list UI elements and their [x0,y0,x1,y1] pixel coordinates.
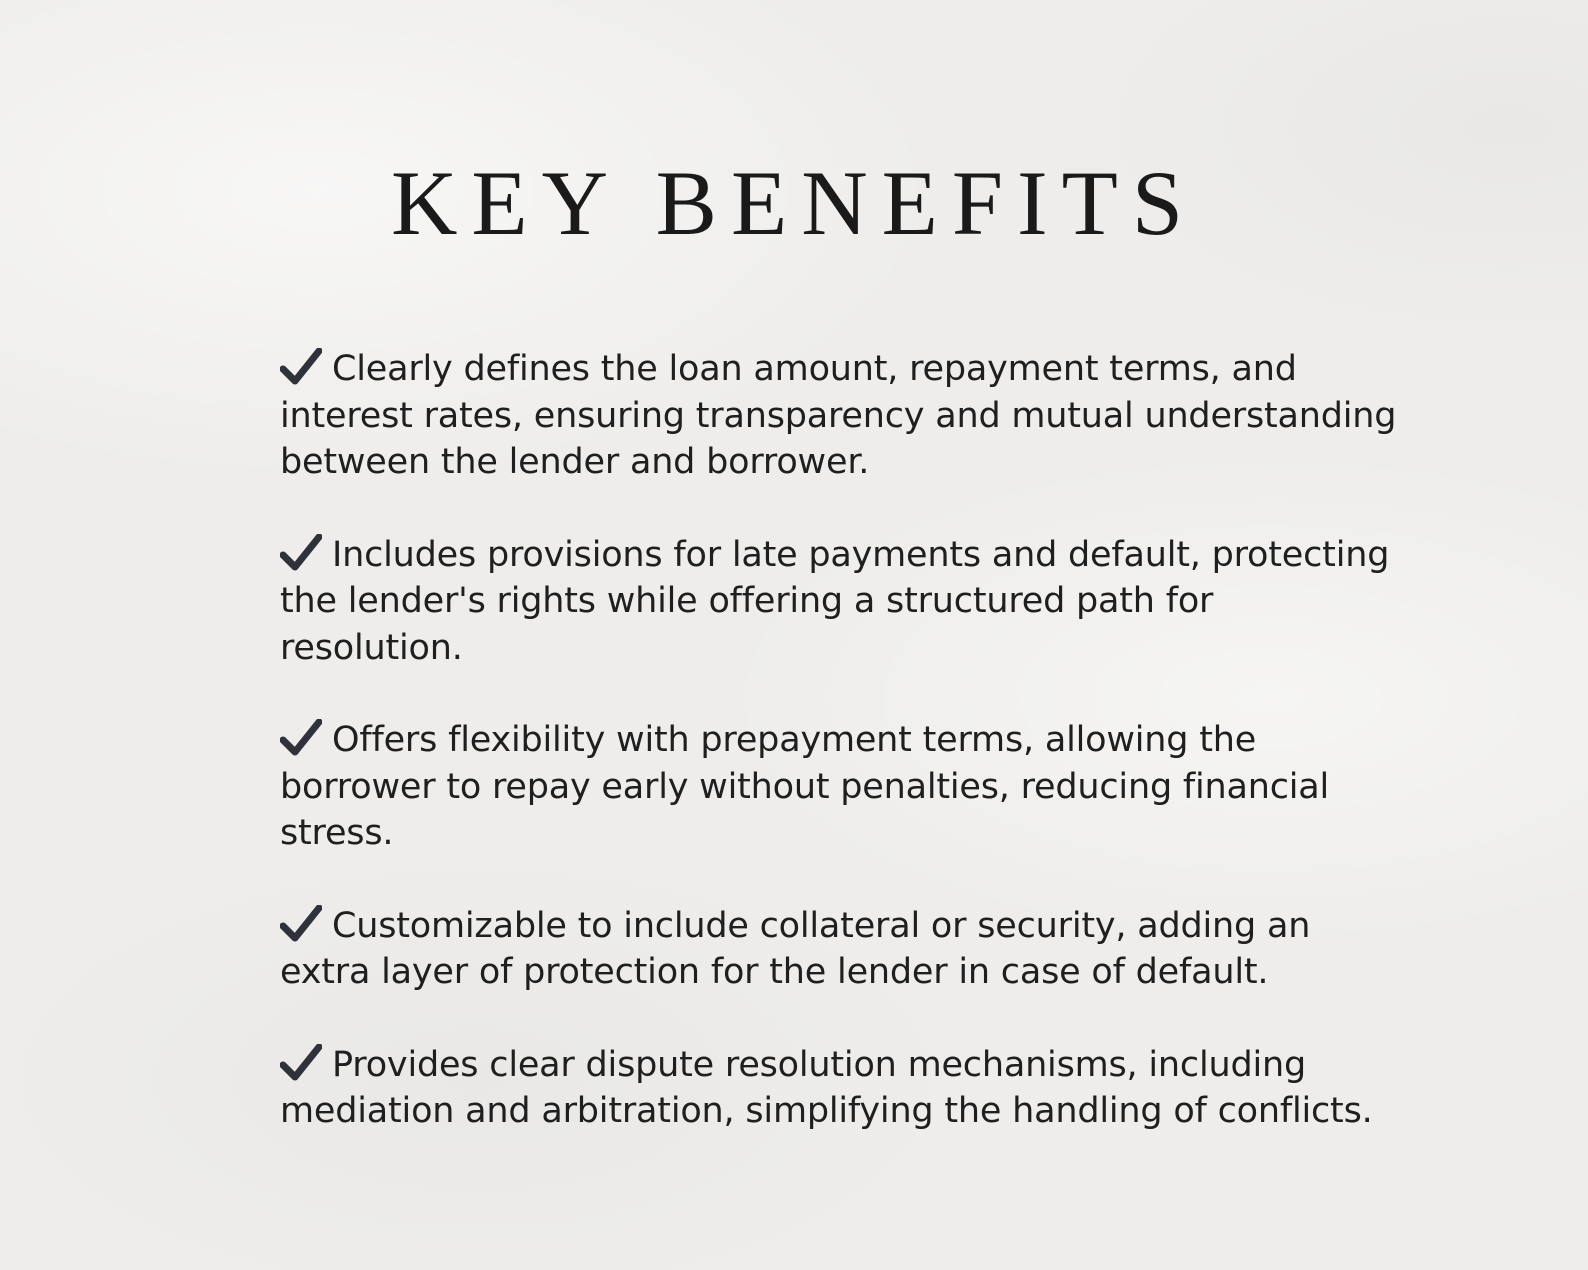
page-title: KEY BENEFITS [390,152,1198,254]
benefit-text: Clearly defines the loan amount, repayment terms, and interest rates, ensuring transparency and mutual understanding between the lender and borrower. [280,349,1397,482]
benefit-item-5 [280,1042,1400,1135]
benefit-text: Offers flexibility with prepayment terms, allowing the borrower to repay early without penalties, reducing financial stress. [280,720,1330,853]
check-mark-icon [280,905,322,943]
benefit-text: Customizable to include collateral or security, adding an extra layer of protection for the lender in case of default. [280,905,1311,992]
benefit-item-3 [280,717,1400,857]
benefit-text: Includes provisions for late payments and default, protecting the lender's rights while offering a structured path for resolution. [280,534,1390,668]
benefit-item-4 [280,903,1400,996]
benefit-text: Provides clear dispute resolution mechanisms, including mediation and arbitration, simplifying the handling of conflicts. [280,1044,1373,1131]
check-mark-icon [280,1044,322,1082]
check-mark-icon [280,534,322,572]
benefit-item-1 [280,346,1400,486]
benefit-list [280,346,1400,1181]
check-mark-icon [280,348,322,386]
benefit-item-2 [280,532,1400,672]
check-mark-icon [280,719,322,757]
